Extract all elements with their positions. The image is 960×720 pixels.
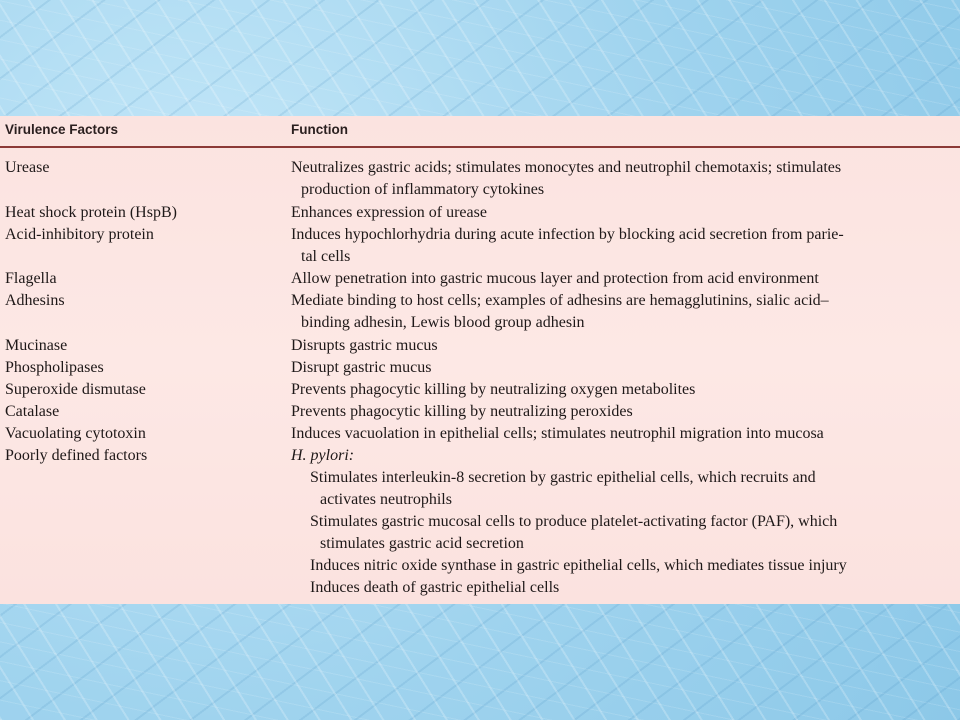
sub-item bbox=[291, 467, 956, 511]
function-text: Disrupts gastric mucus bbox=[291, 337, 438, 354]
function-heat-shock-protein bbox=[291, 202, 956, 224]
sub-item-text-continued: stimulates gastric acid secretion bbox=[320, 535, 524, 552]
factor-urease: Urease bbox=[5, 159, 50, 176]
function-catalase bbox=[291, 401, 956, 423]
factor-flagella: Flagella bbox=[5, 270, 57, 287]
function-adhesins bbox=[291, 290, 956, 334]
function-urease bbox=[291, 157, 956, 201]
function-text: Allow penetration into gastric mucous layer and protection from acid environment bbox=[291, 270, 819, 287]
function-text: Neutralizes gastric acids; stimulates monocytes and neutrophil chemotaxis; stimulates bbox=[291, 159, 842, 176]
sub-item-text: Stimulates gastric mucosal cells to produce platelet-activating factor (PAF), which bbox=[310, 513, 838, 530]
function-mucinase bbox=[291, 335, 956, 357]
sub-item-text: Stimulates interleukin-8 secretion by gastric epithelial cells, which recruits and bbox=[310, 469, 816, 486]
factor-vacuolating-cytotoxin: Vacuolating cytotoxin bbox=[5, 425, 146, 442]
sub-item-text-continued: activates neutrophils bbox=[320, 491, 452, 508]
virulence-factors-table bbox=[0, 116, 960, 604]
function-text: Enhances expression of urease bbox=[291, 204, 487, 221]
factor-adhesins: Adhesins bbox=[5, 292, 65, 309]
h-pylori-label: H. pylori: bbox=[291, 447, 355, 464]
sub-item-text: Induces nitric oxide synthase in gastric epithelial cells, which mediates tissue injury bbox=[310, 557, 847, 574]
sub-item bbox=[291, 577, 956, 599]
function-vacuolating-cytotoxin bbox=[291, 423, 956, 445]
function-text: Disrupt gastric mucus bbox=[291, 359, 432, 376]
factor-phospholipases: Phospholipases bbox=[5, 359, 104, 376]
function-text: Prevents phagocytic killing by neutralizing peroxides bbox=[291, 403, 633, 420]
function-acid-inhibitory-protein bbox=[291, 224, 956, 268]
factor-superoxide-dismutase: Superoxide dismutase bbox=[5, 381, 146, 398]
factor-poorly-defined-factors: Poorly defined factors bbox=[5, 447, 148, 464]
factor-mucinase: Mucinase bbox=[5, 337, 68, 354]
sub-item-text: Induces death of gastric epithelial cells bbox=[310, 579, 560, 596]
function-text-continued: production of inflammatory cytokines bbox=[301, 181, 545, 198]
function-text: Mediate binding to host cells; examples of adhesins are hemagglutinins, sialic acid– bbox=[291, 292, 829, 309]
function-text: Induces vacuolation in epithelial cells; stimulates neutrophil migration into mucosa bbox=[291, 425, 824, 442]
function-flagella bbox=[291, 268, 956, 290]
function-phospholipases bbox=[291, 357, 956, 379]
factor-catalase: Catalase bbox=[5, 403, 60, 420]
function-text-continued: tal cells bbox=[301, 248, 351, 265]
function-text-continued: binding adhesin, Lewis blood group adhesin bbox=[301, 314, 585, 331]
header-function: Function bbox=[291, 122, 348, 137]
sub-item bbox=[291, 555, 956, 577]
factor-heat-shock-protein: Heat shock protein (HspB) bbox=[5, 204, 177, 221]
table-header-row bbox=[0, 116, 960, 148]
function-text: Prevents phagocytic killing by neutralizing oxygen metabolites bbox=[291, 381, 696, 398]
factor-acid-inhibitory-protein: Acid-inhibitory protein bbox=[5, 226, 154, 243]
function-poorly-defined-factors bbox=[291, 445, 956, 599]
function-superoxide-dismutase bbox=[291, 379, 956, 401]
function-text: Induces hypochlorhydria during acute infection by blocking acid secretion from parie- bbox=[291, 226, 844, 243]
sub-item bbox=[291, 511, 956, 555]
header-virulence-factors: Virulence Factors bbox=[5, 122, 119, 137]
